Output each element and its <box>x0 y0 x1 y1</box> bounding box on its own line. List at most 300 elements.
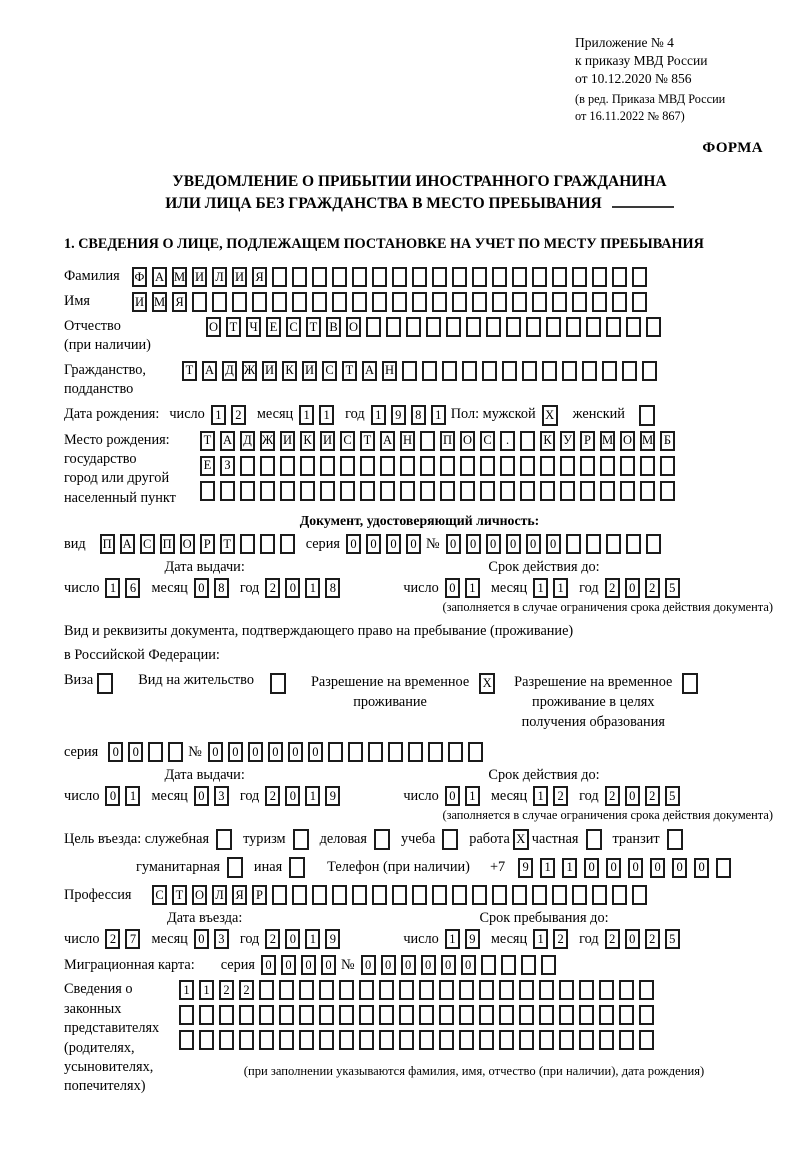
form-cell[interactable]: 5 <box>665 929 680 949</box>
form-cell[interactable]: 0 <box>321 955 336 975</box>
form-cell[interactable]: 0 <box>526 534 541 554</box>
form-cell[interactable] <box>328 742 343 762</box>
form-cell[interactable] <box>520 481 535 501</box>
form-cell[interactable] <box>552 267 567 287</box>
form-cell[interactable] <box>626 317 641 337</box>
form-cell[interactable] <box>300 456 315 476</box>
form-cell[interactable]: 0 <box>128 742 143 762</box>
form-cell[interactable] <box>479 1005 494 1025</box>
form-cell[interactable] <box>532 885 547 905</box>
form-cell[interactable]: З <box>220 456 235 476</box>
form-cell[interactable] <box>432 885 447 905</box>
form-cell[interactable] <box>359 1005 374 1025</box>
form-cell[interactable] <box>272 292 287 312</box>
form-cell[interactable] <box>332 267 347 287</box>
work-checkbox[interactable]: X <box>513 829 529 850</box>
form-cell[interactable] <box>560 481 575 501</box>
form-cell[interactable] <box>600 456 615 476</box>
form-cell[interactable]: 1 <box>199 980 214 1000</box>
form-cell[interactable]: 0 <box>261 955 276 975</box>
form-cell[interactable]: 0 <box>694 858 709 878</box>
form-cell[interactable]: 0 <box>268 742 283 762</box>
form-cell[interactable] <box>408 742 423 762</box>
form-cell[interactable]: 2 <box>645 929 660 949</box>
form-cell[interactable]: Л <box>212 885 227 905</box>
form-cell[interactable] <box>402 361 417 381</box>
form-cell[interactable] <box>599 980 614 1000</box>
form-cell[interactable] <box>592 267 607 287</box>
form-cell[interactable] <box>520 431 535 451</box>
form-cell[interactable]: 0 <box>625 786 640 806</box>
form-cell[interactable]: С <box>340 431 355 451</box>
form-cell[interactable]: С <box>140 534 155 554</box>
form-cell[interactable]: И <box>132 292 147 312</box>
form-cell[interactable] <box>486 317 501 337</box>
form-cell[interactable]: Т <box>306 317 321 337</box>
form-cell[interactable] <box>168 742 183 762</box>
form-cell[interactable]: Р <box>200 534 215 554</box>
form-cell[interactable] <box>559 1005 574 1025</box>
form-cell[interactable] <box>580 481 595 501</box>
form-cell[interactable]: 2 <box>265 786 280 806</box>
form-cell[interactable] <box>379 1005 394 1025</box>
form-cell[interactable]: 1 <box>562 858 577 878</box>
form-cell[interactable] <box>606 317 621 337</box>
form-cell[interactable] <box>440 456 455 476</box>
form-cell[interactable] <box>452 267 467 287</box>
form-cell[interactable] <box>580 456 595 476</box>
form-cell[interactable]: О <box>192 885 207 905</box>
form-cell[interactable] <box>299 1030 314 1050</box>
form-cell[interactable]: И <box>280 431 295 451</box>
form-cell[interactable]: 0 <box>301 955 316 975</box>
form-cell[interactable] <box>312 885 327 905</box>
form-cell[interactable]: М <box>152 292 167 312</box>
form-cell[interactable] <box>312 292 327 312</box>
form-cell[interactable] <box>560 456 575 476</box>
form-cell[interactable]: 2 <box>553 929 568 949</box>
form-cell[interactable] <box>539 1030 554 1050</box>
form-cell[interactable]: 2 <box>605 786 620 806</box>
form-cell[interactable] <box>572 292 587 312</box>
form-cell[interactable] <box>439 1005 454 1025</box>
study-checkbox[interactable] <box>442 829 458 850</box>
form-cell[interactable] <box>399 1030 414 1050</box>
form-cell[interactable] <box>501 955 516 975</box>
form-cell[interactable]: Т <box>200 431 215 451</box>
form-cell[interactable] <box>426 317 441 337</box>
form-cell[interactable] <box>359 1030 374 1050</box>
form-cell[interactable]: 1 <box>431 405 446 425</box>
form-cell[interactable]: 1 <box>305 578 320 598</box>
form-cell[interactable] <box>220 481 235 501</box>
temp-residence-checkbox[interactable]: X <box>479 673 495 694</box>
form-cell[interactable] <box>432 267 447 287</box>
form-cell[interactable] <box>260 481 275 501</box>
form-cell[interactable] <box>352 885 367 905</box>
form-cell[interactable]: 9 <box>325 929 340 949</box>
form-cell[interactable] <box>499 1030 514 1050</box>
form-cell[interactable] <box>646 534 661 554</box>
form-cell[interactable]: Е <box>200 456 215 476</box>
form-cell[interactable]: Н <box>382 361 397 381</box>
form-cell[interactable]: 0 <box>445 578 460 598</box>
form-cell[interactable] <box>579 980 594 1000</box>
transit-checkbox[interactable] <box>667 829 683 850</box>
form-cell[interactable] <box>519 1005 534 1025</box>
form-cell[interactable]: Т <box>172 885 187 905</box>
form-cell[interactable] <box>420 456 435 476</box>
form-cell[interactable] <box>500 481 515 501</box>
form-cell[interactable] <box>642 361 657 381</box>
other-purpose-checkbox[interactable] <box>289 857 305 878</box>
form-cell[interactable] <box>239 1030 254 1050</box>
form-cell[interactable]: 0 <box>486 534 501 554</box>
form-cell[interactable]: Т <box>226 317 241 337</box>
form-cell[interactable]: А <box>220 431 235 451</box>
form-cell[interactable] <box>352 292 367 312</box>
official-checkbox[interactable] <box>216 829 232 850</box>
form-cell[interactable] <box>240 481 255 501</box>
form-cell[interactable]: М <box>172 267 187 287</box>
form-cell[interactable] <box>522 361 537 381</box>
form-cell[interactable]: 0 <box>650 858 665 878</box>
form-cell[interactable] <box>279 980 294 1000</box>
form-cell[interactable]: 2 <box>553 786 568 806</box>
form-cell[interactable] <box>352 267 367 287</box>
form-cell[interactable] <box>540 481 555 501</box>
form-cell[interactable]: 0 <box>308 742 323 762</box>
form-cell[interactable] <box>399 1005 414 1025</box>
form-cell[interactable]: 9 <box>518 858 533 878</box>
form-cell[interactable] <box>622 361 637 381</box>
form-cell[interactable] <box>280 534 295 554</box>
form-cell[interactable]: 2 <box>605 929 620 949</box>
form-cell[interactable] <box>632 292 647 312</box>
form-cell[interactable]: К <box>282 361 297 381</box>
form-cell[interactable] <box>572 885 587 905</box>
form-cell[interactable]: 2 <box>265 929 280 949</box>
form-cell[interactable] <box>439 1030 454 1050</box>
form-cell[interactable]: О <box>180 534 195 554</box>
form-cell[interactable]: М <box>600 431 615 451</box>
form-cell[interactable]: Я <box>232 885 247 905</box>
form-cell[interactable] <box>566 317 581 337</box>
form-cell[interactable] <box>360 456 375 476</box>
form-cell[interactable]: 0 <box>366 534 381 554</box>
form-cell[interactable] <box>219 1030 234 1050</box>
form-cell[interactable]: 1 <box>445 929 460 949</box>
form-cell[interactable]: Р <box>252 885 267 905</box>
form-cell[interactable]: Т <box>182 361 197 381</box>
form-cell[interactable] <box>468 742 483 762</box>
form-cell[interactable] <box>539 1005 554 1025</box>
form-cell[interactable] <box>272 267 287 287</box>
form-cell[interactable]: 0 <box>506 534 521 554</box>
form-cell[interactable] <box>412 292 427 312</box>
form-cell[interactable]: Д <box>240 431 255 451</box>
form-cell[interactable]: 0 <box>288 742 303 762</box>
form-cell[interactable]: 0 <box>285 578 300 598</box>
business-checkbox[interactable] <box>374 829 390 850</box>
form-cell[interactable] <box>399 980 414 1000</box>
form-cell[interactable]: 1 <box>125 786 140 806</box>
female-checkbox[interactable] <box>639 405 655 426</box>
form-cell[interactable] <box>499 980 514 1000</box>
form-cell[interactable]: Е <box>266 317 281 337</box>
form-cell[interactable]: К <box>300 431 315 451</box>
residence-permit-checkbox[interactable] <box>270 673 286 694</box>
form-cell[interactable]: 0 <box>441 955 456 975</box>
form-cell[interactable] <box>252 292 267 312</box>
form-cell[interactable] <box>612 885 627 905</box>
form-cell[interactable] <box>372 885 387 905</box>
form-cell[interactable]: 1 <box>533 786 548 806</box>
form-cell[interactable] <box>512 267 527 287</box>
form-cell[interactable]: 0 <box>628 858 643 878</box>
form-cell[interactable] <box>422 361 437 381</box>
form-cell[interactable] <box>280 456 295 476</box>
form-cell[interactable] <box>472 885 487 905</box>
form-cell[interactable] <box>512 292 527 312</box>
form-cell[interactable]: У <box>560 431 575 451</box>
form-cell[interactable] <box>448 742 463 762</box>
form-cell[interactable] <box>586 534 601 554</box>
form-cell[interactable] <box>280 481 295 501</box>
form-cell[interactable] <box>279 1030 294 1050</box>
form-cell[interactable] <box>319 980 334 1000</box>
form-cell[interactable]: С <box>480 431 495 451</box>
form-cell[interactable]: 6 <box>125 578 140 598</box>
form-cell[interactable]: 2 <box>645 578 660 598</box>
form-cell[interactable] <box>366 317 381 337</box>
form-cell[interactable] <box>606 534 621 554</box>
form-cell[interactable]: П <box>100 534 115 554</box>
form-cell[interactable] <box>660 456 675 476</box>
form-cell[interactable] <box>312 267 327 287</box>
form-cell[interactable] <box>632 885 647 905</box>
form-cell[interactable]: 1 <box>553 578 568 598</box>
form-cell[interactable] <box>506 317 521 337</box>
form-cell[interactable]: 0 <box>584 858 599 878</box>
form-cell[interactable] <box>619 1005 634 1025</box>
humanitarian-checkbox[interactable] <box>227 857 243 878</box>
form-cell[interactable] <box>639 1005 654 1025</box>
form-cell[interactable] <box>586 317 601 337</box>
form-cell[interactable] <box>499 1005 514 1025</box>
form-cell[interactable] <box>526 317 541 337</box>
form-cell[interactable] <box>472 292 487 312</box>
form-cell[interactable] <box>199 1005 214 1025</box>
form-cell[interactable]: 1 <box>105 578 120 598</box>
form-cell[interactable] <box>626 534 641 554</box>
form-cell[interactable]: Ж <box>242 361 257 381</box>
form-cell[interactable] <box>480 481 495 501</box>
form-cell[interactable]: 1 <box>211 405 226 425</box>
form-cell[interactable]: 0 <box>421 955 436 975</box>
form-cell[interactable]: . <box>500 431 515 451</box>
form-cell[interactable] <box>519 980 534 1000</box>
form-cell[interactable] <box>472 267 487 287</box>
form-cell[interactable] <box>259 980 274 1000</box>
form-cell[interactable]: 1 <box>179 980 194 1000</box>
form-cell[interactable]: 0 <box>606 858 621 878</box>
form-cell[interactable] <box>519 1030 534 1050</box>
form-cell[interactable]: Т <box>360 431 375 451</box>
form-cell[interactable]: Ч <box>246 317 261 337</box>
form-cell[interactable]: 0 <box>194 578 209 598</box>
form-cell[interactable] <box>459 1005 474 1025</box>
form-cell[interactable]: И <box>192 267 207 287</box>
form-cell[interactable] <box>179 1005 194 1025</box>
form-cell[interactable] <box>279 1005 294 1025</box>
form-cell[interactable] <box>479 1030 494 1050</box>
form-cell[interactable]: 8 <box>325 578 340 598</box>
form-cell[interactable] <box>192 292 207 312</box>
form-cell[interactable] <box>148 742 163 762</box>
form-cell[interactable]: 0 <box>194 786 209 806</box>
form-cell[interactable]: 3 <box>214 929 229 949</box>
form-cell[interactable] <box>582 361 597 381</box>
form-cell[interactable]: 9 <box>465 929 480 949</box>
form-cell[interactable] <box>332 292 347 312</box>
form-cell[interactable]: 5 <box>665 578 680 598</box>
form-cell[interactable] <box>300 481 315 501</box>
form-cell[interactable]: 0 <box>361 955 376 975</box>
form-cell[interactable] <box>406 317 421 337</box>
form-cell[interactable]: 2 <box>219 980 234 1000</box>
form-cell[interactable] <box>348 742 363 762</box>
form-cell[interactable] <box>272 885 287 905</box>
form-cell[interactable] <box>360 481 375 501</box>
form-cell[interactable]: П <box>440 431 455 451</box>
form-cell[interactable] <box>200 481 215 501</box>
form-cell[interactable] <box>592 885 607 905</box>
form-cell[interactable] <box>600 481 615 501</box>
form-cell[interactable] <box>332 885 347 905</box>
form-cell[interactable] <box>380 481 395 501</box>
form-cell[interactable] <box>460 456 475 476</box>
form-cell[interactable] <box>520 456 535 476</box>
form-cell[interactable] <box>319 1030 334 1050</box>
form-cell[interactable] <box>552 885 567 905</box>
form-cell[interactable] <box>452 885 467 905</box>
form-cell[interactable]: 0 <box>346 534 361 554</box>
form-cell[interactable]: 8 <box>214 578 229 598</box>
form-cell[interactable]: 0 <box>281 955 296 975</box>
form-cell[interactable]: 1 <box>465 578 480 598</box>
form-cell[interactable]: 1 <box>299 405 314 425</box>
form-cell[interactable] <box>239 1005 254 1025</box>
form-cell[interactable] <box>579 1005 594 1025</box>
form-cell[interactable] <box>340 481 355 501</box>
form-cell[interactable] <box>199 1030 214 1050</box>
form-cell[interactable] <box>532 292 547 312</box>
form-cell[interactable]: 1 <box>305 786 320 806</box>
form-cell[interactable]: 0 <box>461 955 476 975</box>
form-cell[interactable] <box>432 292 447 312</box>
form-cell[interactable] <box>640 456 655 476</box>
form-cell[interactable] <box>466 317 481 337</box>
form-cell[interactable] <box>639 1030 654 1050</box>
form-cell[interactable]: И <box>232 267 247 287</box>
form-cell[interactable]: 3 <box>214 786 229 806</box>
form-cell[interactable] <box>292 292 307 312</box>
form-cell[interactable] <box>320 456 335 476</box>
form-cell[interactable]: А <box>362 361 377 381</box>
form-cell[interactable]: М <box>640 431 655 451</box>
form-cell[interactable]: 0 <box>625 578 640 598</box>
private-checkbox[interactable] <box>586 829 602 850</box>
form-cell[interactable] <box>240 534 255 554</box>
form-cell[interactable] <box>439 980 454 1000</box>
form-cell[interactable]: В <box>326 317 341 337</box>
form-cell[interactable] <box>512 885 527 905</box>
form-cell[interactable] <box>400 456 415 476</box>
form-cell[interactable] <box>339 980 354 1000</box>
form-cell[interactable]: Я <box>172 292 187 312</box>
form-cell[interactable]: И <box>262 361 277 381</box>
form-cell[interactable]: 8 <box>411 405 426 425</box>
form-cell[interactable] <box>320 481 335 501</box>
form-cell[interactable]: 7 <box>125 929 140 949</box>
form-cell[interactable] <box>460 481 475 501</box>
form-cell[interactable]: К <box>540 431 555 451</box>
form-cell[interactable] <box>620 481 635 501</box>
form-cell[interactable]: 0 <box>625 929 640 949</box>
form-cell[interactable] <box>492 267 507 287</box>
form-cell[interactable] <box>428 742 443 762</box>
form-cell[interactable] <box>599 1030 614 1050</box>
form-cell[interactable]: О <box>206 317 221 337</box>
form-cell[interactable] <box>640 481 655 501</box>
form-cell[interactable] <box>292 885 307 905</box>
form-cell[interactable]: 1 <box>371 405 386 425</box>
form-cell[interactable]: И <box>320 431 335 451</box>
form-cell[interactable]: 0 <box>672 858 687 878</box>
form-cell[interactable] <box>500 456 515 476</box>
form-cell[interactable]: А <box>202 361 217 381</box>
form-cell[interactable]: Д <box>222 361 237 381</box>
form-cell[interactable] <box>619 1030 634 1050</box>
form-cell[interactable] <box>716 858 731 878</box>
form-cell[interactable] <box>540 456 555 476</box>
tourism-checkbox[interactable] <box>293 829 309 850</box>
form-cell[interactable] <box>340 456 355 476</box>
form-cell[interactable] <box>579 1030 594 1050</box>
form-cell[interactable] <box>339 1030 354 1050</box>
form-cell[interactable] <box>541 955 556 975</box>
form-cell[interactable]: 0 <box>105 786 120 806</box>
form-cell[interactable]: 9 <box>391 405 406 425</box>
form-cell[interactable]: 0 <box>108 742 123 762</box>
form-cell[interactable]: 1 <box>319 405 334 425</box>
form-cell[interactable] <box>420 431 435 451</box>
form-cell[interactable] <box>660 481 675 501</box>
form-cell[interactable] <box>542 361 557 381</box>
form-cell[interactable] <box>562 361 577 381</box>
form-cell[interactable] <box>392 885 407 905</box>
form-cell[interactable]: 1 <box>533 929 548 949</box>
form-cell[interactable]: 2 <box>239 980 254 1000</box>
form-cell[interactable]: 0 <box>381 955 396 975</box>
form-cell[interactable] <box>260 534 275 554</box>
form-cell[interactable]: 0 <box>228 742 243 762</box>
form-cell[interactable]: Ж <box>260 431 275 451</box>
form-cell[interactable] <box>260 456 275 476</box>
form-cell[interactable]: 9 <box>325 786 340 806</box>
form-cell[interactable] <box>212 292 227 312</box>
